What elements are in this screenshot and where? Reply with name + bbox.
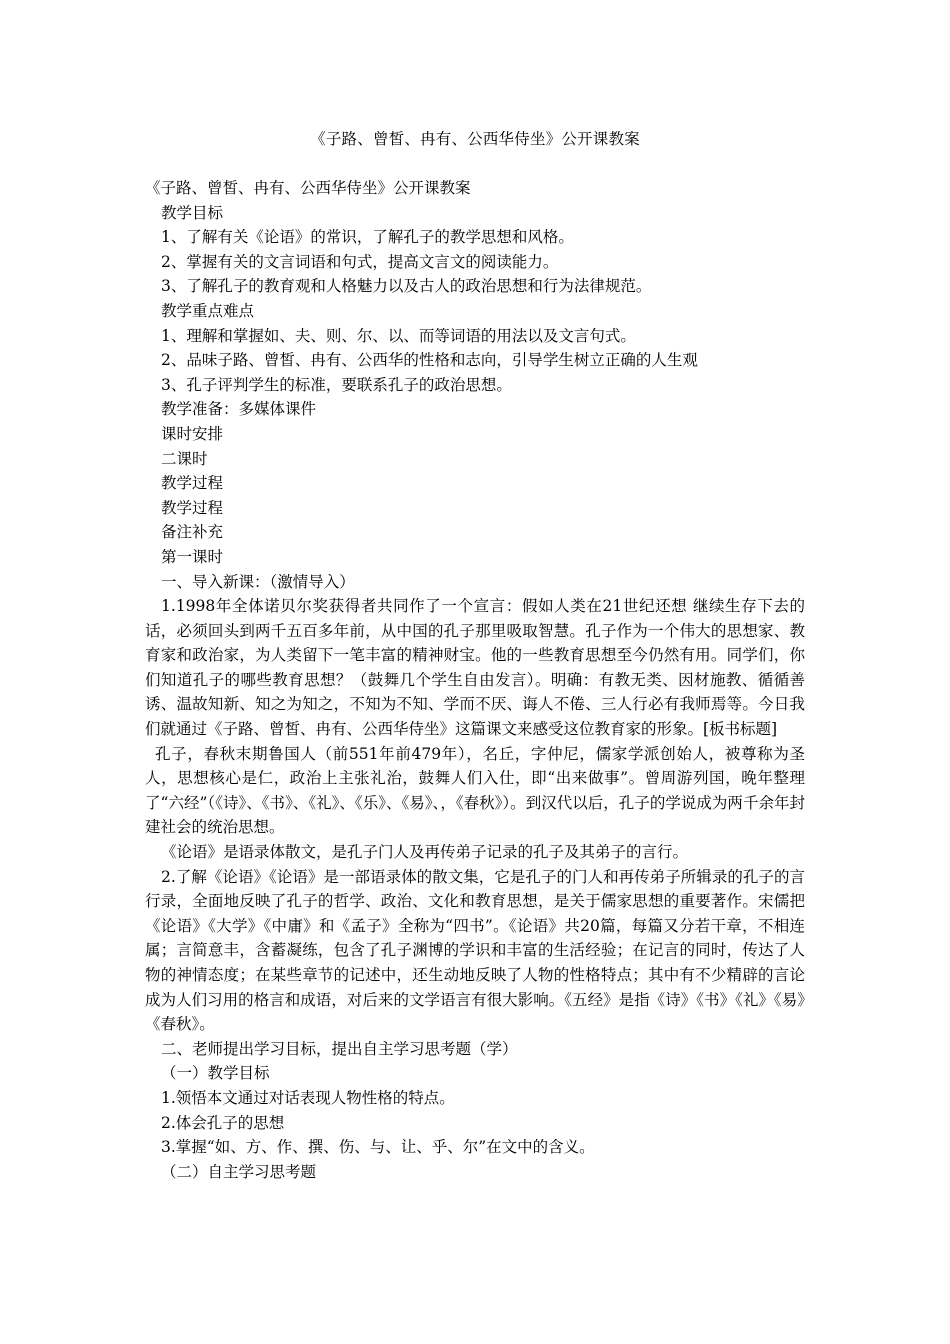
document-title: 《子路、曾皙、冉有、公西华侍坐》公开课教案 <box>310 130 640 148</box>
goal-list-item-3: 3.掌握“如、方、作、撰、伤、与、让、乎、尔”在文中的含义。 <box>161 1138 595 1157</box>
goal-list-item-2: 2.体会孔子的思想 <box>161 1113 285 1132</box>
lesson-one-heading: 第一课时 <box>161 547 224 566</box>
lunyu-summary: 《论语》是语录体散文，是孔子门人及再传弟子记录的孔子及其弟子的言行。 <box>161 843 689 862</box>
confucius-paragraph: 孔子，春秋末期鲁国人（前551年前479年），名丘，字仲尼，儒家学派创始人，被尊称为圣人，思想核心是仁，政治上主张礼治，鼓舞人们入仕，即“出来做事”。曾周游列国，晚年整理了“六经”（《诗》、《书》、《礼》、《乐》、《易》、，《春秋》）。到汉代以后，孔子的学说成为两千余年封建社会的统治思想。 <box>145 744 805 837</box>
intro-paragraph: 1.1998年全体诺贝尔奖获得者共同作了一个宣言：假如人类在21世纪还想 继续生存下去的话，必须回头到两千五百多年前，从中国的孔子那里吸取智慧。孔子作为一个伟大的思想家、教育家和政治家，为人类留下一笔丰富的精神财宝。他的一些教育思想至今仍然有用。同学们，你们知道孔子的哪些教育思想？（鼓舞几个学生自由发言）。明确：有教无类、因材施教、循循善诱、温故知新、知之为知之，不知为不知、学而不厌、诲人不倦、三人行必有我师焉等。今日我们就通过《子路、曾皙、冉有、公西华侍坐》这篇课文来感受这位教育家的形象。[板书标题] <box>145 597 805 739</box>
goal-item-3: 3、了解孔子的教育观和人格魅力以及古人的政治思想和行为法律规范。 <box>161 277 652 296</box>
subsection-goals: （一）教学目标 <box>161 1064 270 1083</box>
section-two-heading: 二、老师提出学习目标，提出自主学习思考题（学） <box>161 1039 518 1058</box>
process-heading-repeat: 教学过程 <box>161 498 224 517</box>
goal-item-2: 2、掌握有关的文言词语和句式，提高文言文的阅读能力。 <box>161 252 559 271</box>
lunyu-paragraph: 2.了解《论语》《论语》是一部语录体的散文集，它是孔子的门人和再传弟子所辑录的孔子的言行录，全面地反映了孔子的哲学、政治、文化和教育思想，是关于儒家思想的重要著作。宋儒把《论语》《大学》《中庸》和《孟子》全称为“四书”。《论语》共20篇，每篇又分若干章，不相连属；言简意丰，含蓄凝练，包含了孔子渊博的学识和丰富的生活经验；在记言的同时，传达了人物的神情态度；在某些章节的记述中，还生动地反映了人物的性格特点；其中有不少精辟的言论成为人们习用的格言和成语，对后来的文学语言有很大影响。《五经》是指《诗》《书》《礼》《易》《春秋》。 <box>145 867 805 1034</box>
teaching-preparation: 教学准备：多媒体课件 <box>161 400 317 419</box>
key-point-2: 2、品味子路、曾皙、冉有、公西华的性格和志向，引导学生树立正确的人生观 <box>161 351 698 370</box>
goal-item-1: 1、了解有关《论语》的常识，了解孔子的教学思想和风格。 <box>161 228 574 247</box>
body-heading: 《子路、曾皙、冉有、公西华侍坐》公开课教案 <box>145 179 471 197</box>
subsection-self-study: （二）自主学习思考题 <box>161 1162 317 1181</box>
schedule-heading: 课时安排 <box>161 424 224 443</box>
section-teaching-goals: 教学目标 <box>161 203 224 222</box>
document-body <box>145 176 805 1184</box>
intro-section-heading: 一、导入新课：（激情导入） <box>161 572 355 591</box>
schedule-value: 二课时 <box>161 449 208 468</box>
key-point-1: 1、理解和掌握如、夫、则、尔、以、而等词语的用法以及文言句式。 <box>161 326 636 345</box>
process-heading: 教学过程 <box>161 474 224 493</box>
goal-list-item-1: 1.领悟本文通过对话表现人物性格的特点。 <box>161 1088 455 1107</box>
section-key-points: 教学重点难点 <box>161 301 255 320</box>
notes-heading: 备注补充 <box>161 523 224 542</box>
key-point-3: 3、孔子评判学生的标准，要联系孔子的政治思想。 <box>161 375 512 394</box>
